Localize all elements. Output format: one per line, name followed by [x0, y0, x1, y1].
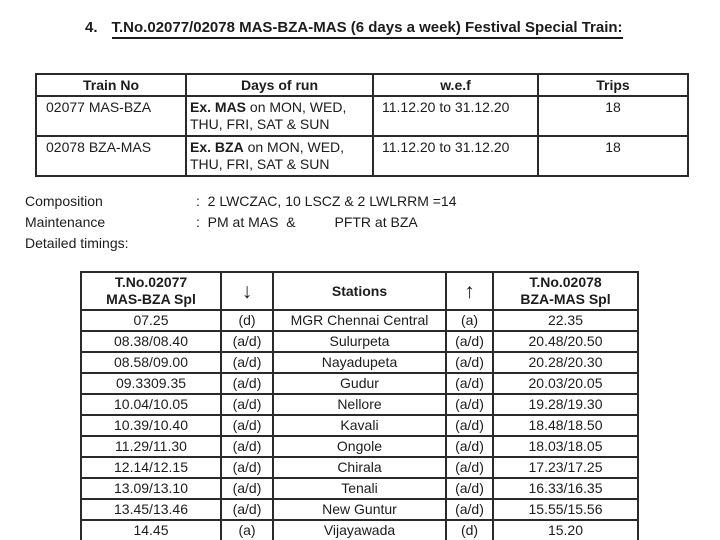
down-mark-cell: (a/d)	[221, 436, 273, 457]
up-mark-cell: (a/d)	[446, 436, 493, 457]
summary-table	[35, 73, 689, 177]
train-no-cell: 02077 MAS-BZA	[36, 96, 186, 136]
up-mark-cell: (d)	[446, 520, 493, 540]
station-cell: Nayadupeta	[273, 352, 446, 373]
days-of-run-cell	[186, 136, 373, 176]
title-text: T.No.02077/02078 MAS-BZA-MAS (6 days a week) Festival Special Train:	[112, 19, 623, 39]
station-cell: Chirala	[273, 457, 446, 478]
summary-header-row	[36, 74, 688, 96]
maintenance-line	[25, 212, 457, 233]
down-time-cell: 13.45/13.46	[81, 499, 221, 520]
up-mark-cell: (a/d)	[446, 499, 493, 520]
header-wef: w.e.f	[373, 74, 538, 96]
up-time-cell: 20.03/20.05	[493, 373, 638, 394]
train-up-line1: T.No.02078	[529, 274, 602, 290]
down-mark-cell: (a/d)	[221, 373, 273, 394]
up-time-cell: 19.28/19.30	[493, 394, 638, 415]
table-row	[81, 310, 638, 331]
station-cell: MGR Chennai Central	[273, 310, 446, 331]
station-cell: Kavali	[273, 415, 446, 436]
detailed-timings-line	[25, 233, 457, 254]
down-mark-cell: (a/d)	[221, 478, 273, 499]
table-row	[81, 499, 638, 520]
down-time-cell: 09.3309.35	[81, 373, 221, 394]
down-arrow-icon: ↓	[221, 272, 273, 310]
station-cell: Nellore	[273, 394, 446, 415]
timings-table	[80, 271, 639, 540]
up-mark-cell: (a/d)	[446, 478, 493, 499]
table-row	[81, 394, 638, 415]
up-mark-cell: (a)	[446, 310, 493, 331]
up-time-cell: 18.48/18.50	[493, 415, 638, 436]
down-mark-cell: (a)	[221, 520, 273, 540]
days-bold-part: Ex. BZA	[190, 139, 244, 155]
down-mark-cell: (d)	[221, 310, 273, 331]
down-time-cell: 10.39/10.40	[81, 415, 221, 436]
down-mark-cell: (a/d)	[221, 415, 273, 436]
down-time-cell: 08.38/08.40	[81, 331, 221, 352]
timings-header-row	[81, 272, 638, 310]
table-row	[81, 457, 638, 478]
down-time-cell: 14.45	[81, 520, 221, 540]
timings-table-body	[81, 310, 638, 540]
up-time-cell: 18.03/18.05	[493, 436, 638, 457]
header-stations: Stations	[273, 272, 446, 310]
title-number: 4.	[85, 19, 98, 36]
wef-cell: 11.12.20 to 31.12.20	[373, 96, 538, 136]
table-row	[81, 331, 638, 352]
down-mark-cell: (a/d)	[221, 352, 273, 373]
table-row	[81, 352, 638, 373]
days-rest-part: on MON, WED, THU, FRI, SAT & SUN	[190, 139, 345, 172]
detailed-timings-label: Detailed timings:	[25, 235, 129, 251]
up-mark-cell: (a/d)	[446, 331, 493, 352]
table-row	[81, 436, 638, 457]
down-time-cell: 08.58/09.00	[81, 352, 221, 373]
down-time-cell: 12.14/12.15	[81, 457, 221, 478]
header-days-of-run: Days of run	[186, 74, 373, 96]
down-time-cell: 13.09/13.10	[81, 478, 221, 499]
composition-label: Composition	[25, 193, 103, 209]
up-time-cell: 22.35	[493, 310, 638, 331]
header-train-no: Train No	[36, 74, 186, 96]
composition-line	[25, 191, 457, 212]
station-cell: New Guntur	[273, 499, 446, 520]
up-time-cell: 17.23/17.25	[493, 457, 638, 478]
up-time-cell: 16.33/16.35	[493, 478, 638, 499]
days-rest-part: on MON, WED, THU, FRI, SAT & SUN	[190, 99, 347, 132]
down-time-cell: 07.25	[81, 310, 221, 331]
header-trips: Trips	[538, 74, 688, 96]
table-row	[81, 373, 638, 394]
up-mark-cell: (a/d)	[446, 415, 493, 436]
train-no-cell: 02078 BZA-MAS	[36, 136, 186, 176]
table-row	[81, 415, 638, 436]
table-row	[81, 520, 638, 540]
station-cell: Ongole	[273, 436, 446, 457]
down-time-cell: 10.04/10.05	[81, 394, 221, 415]
up-arrow-icon: ↑	[446, 272, 493, 310]
composition-value: : 2 LWCZAC, 10 LSCZ & 2 LWLRRM =14	[196, 193, 457, 209]
page-title	[85, 19, 623, 36]
days-bold-part: Ex. MAS	[190, 99, 247, 115]
table-row	[36, 96, 688, 136]
up-time-cell: 15.55/15.56	[493, 499, 638, 520]
table-row	[36, 136, 688, 176]
header-train-down	[81, 272, 221, 310]
down-mark-cell: (a/d)	[221, 499, 273, 520]
up-time-cell: 20.48/20.50	[493, 331, 638, 352]
summary-table-body	[36, 96, 688, 176]
station-cell: Sulurpeta	[273, 331, 446, 352]
up-mark-cell: (a/d)	[446, 373, 493, 394]
up-mark-cell: (a/d)	[446, 352, 493, 373]
header-train-up	[493, 272, 638, 310]
up-mark-cell: (a/d)	[446, 457, 493, 478]
table-row	[81, 478, 638, 499]
down-mark-cell: (a/d)	[221, 457, 273, 478]
station-cell: Vijayawada	[273, 520, 446, 540]
details-section	[25, 191, 457, 254]
maintenance-value: : PM at MAS & PFTR at BZA	[196, 214, 418, 230]
up-time-cell: 20.28/20.30	[493, 352, 638, 373]
train-down-line2: MAS-BZA Spl	[106, 291, 196, 307]
maintenance-label: Maintenance	[25, 214, 106, 230]
trips-cell: 18	[538, 136, 688, 176]
down-mark-cell: (a/d)	[221, 331, 273, 352]
down-time-cell: 11.29/11.30	[81, 436, 221, 457]
up-mark-cell: (a/d)	[446, 394, 493, 415]
train-up-line2: BZA-MAS Spl	[520, 291, 611, 307]
wef-cell: 11.12.20 to 31.12.20	[373, 136, 538, 176]
train-down-line1: T.No.02077	[114, 274, 188, 290]
down-mark-cell: (a/d)	[221, 394, 273, 415]
up-time-cell: 15.20	[493, 520, 638, 540]
trips-cell: 18	[538, 96, 688, 136]
station-cell: Gudur	[273, 373, 446, 394]
days-of-run-cell	[186, 96, 373, 136]
station-cell: Tenali	[273, 478, 446, 499]
